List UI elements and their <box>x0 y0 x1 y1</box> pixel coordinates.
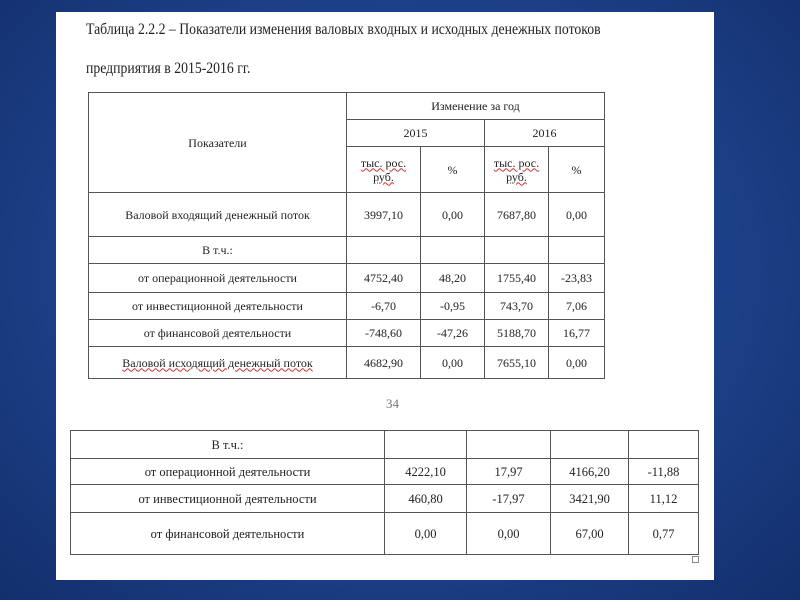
page-number: 34 <box>386 396 399 411</box>
value-2016: 7687,80 <box>485 193 549 237</box>
value-2015: 0,00 <box>385 513 467 555</box>
value-2015: 4752,40 <box>347 264 421 293</box>
table-row <box>89 264 605 293</box>
header-year-2015: 2015 <box>347 120 485 147</box>
value-2015 <box>347 237 421 264</box>
header-unit-2016: тыс. рос. руб. <box>485 147 549 193</box>
value-2015: 3997,10 <box>347 193 421 237</box>
value-2016: 5188,70 <box>485 320 549 347</box>
table-row <box>71 513 699 555</box>
table-row <box>71 485 699 513</box>
row-label: от инвестиционной деятельности <box>89 293 347 320</box>
row-label: Валовой исходящий денежный поток <box>89 347 347 379</box>
percent-2016: 0,77 <box>629 513 699 555</box>
header-percent-2016: % <box>549 147 605 193</box>
percent-2016: -23,83 <box>549 264 605 293</box>
value-2016: 1755,40 <box>485 264 549 293</box>
percent-2015 <box>421 237 485 264</box>
header-indicators: Показатели <box>89 93 347 193</box>
table-row <box>89 320 605 347</box>
row-label: от операционной деятельности <box>71 459 385 485</box>
row-label: В т.ч.: <box>89 237 347 264</box>
percent-2015: -17,97 <box>467 485 551 513</box>
value-2016: 743,70 <box>485 293 549 320</box>
value-2015: 4682,90 <box>347 347 421 379</box>
table-title: Таблица 2.2.2 – Показатели изменения валовых входных и исходных денежных потоков <box>86 21 601 38</box>
cashflow-outgoing-breakdown-table <box>70 430 699 555</box>
value-2016 <box>551 431 629 459</box>
table-row <box>89 347 605 379</box>
table-row <box>71 459 699 485</box>
value-2015: 460,80 <box>385 485 467 513</box>
percent-2015 <box>467 431 551 459</box>
value-2016: 4166,20 <box>551 459 629 485</box>
percent-2016: 0,00 <box>549 193 605 237</box>
table-row <box>89 237 605 264</box>
percent-2015: 17,97 <box>467 459 551 485</box>
table-title-continued: предприятия в 2015-2016 гг. <box>86 60 251 77</box>
row-label: от финансовой деятельности <box>71 513 385 555</box>
document-page <box>56 12 714 580</box>
row-label: от инвестиционной деятельности <box>71 485 385 513</box>
percent-2015: 0,00 <box>421 347 485 379</box>
header-year-2016: 2016 <box>485 120 605 147</box>
percent-2016 <box>549 237 605 264</box>
percent-2016: 16,77 <box>549 320 605 347</box>
percent-2015: 48,20 <box>421 264 485 293</box>
resize-handle[interactable] <box>692 556 699 563</box>
header-percent-2015: % <box>421 147 485 193</box>
value-2016: 3421,90 <box>551 485 629 513</box>
value-2015: -6,70 <box>347 293 421 320</box>
row-label: Валовой входящий денежный поток <box>89 193 347 237</box>
percent-2016: 0,00 <box>549 347 605 379</box>
table-row <box>71 431 699 459</box>
percent-2015: 0,00 <box>467 513 551 555</box>
row-label: В т.ч.: <box>71 431 385 459</box>
value-2016: 7655,10 <box>485 347 549 379</box>
percent-2016 <box>629 431 699 459</box>
percent-2016: 11,12 <box>629 485 699 513</box>
percent-2015: -47,26 <box>421 320 485 347</box>
row-label: от операционной деятельности <box>89 264 347 293</box>
value-2016: 67,00 <box>551 513 629 555</box>
table-row <box>89 193 605 237</box>
table-row <box>89 293 605 320</box>
value-2015 <box>385 431 467 459</box>
header-unit-2015: тыс. рос. руб. <box>347 147 421 193</box>
percent-2015: -0,95 <box>421 293 485 320</box>
cashflow-table-2015-2016 <box>88 92 605 379</box>
header-change-per-year: Изменение за год <box>347 93 605 120</box>
value-2016 <box>485 237 549 264</box>
value-2015: -748,60 <box>347 320 421 347</box>
percent-2016: -11,88 <box>629 459 699 485</box>
value-2015: 4222,10 <box>385 459 467 485</box>
percent-2015: 0,00 <box>421 193 485 237</box>
percent-2016: 7,06 <box>549 293 605 320</box>
row-label: от финансовой деятельности <box>89 320 347 347</box>
